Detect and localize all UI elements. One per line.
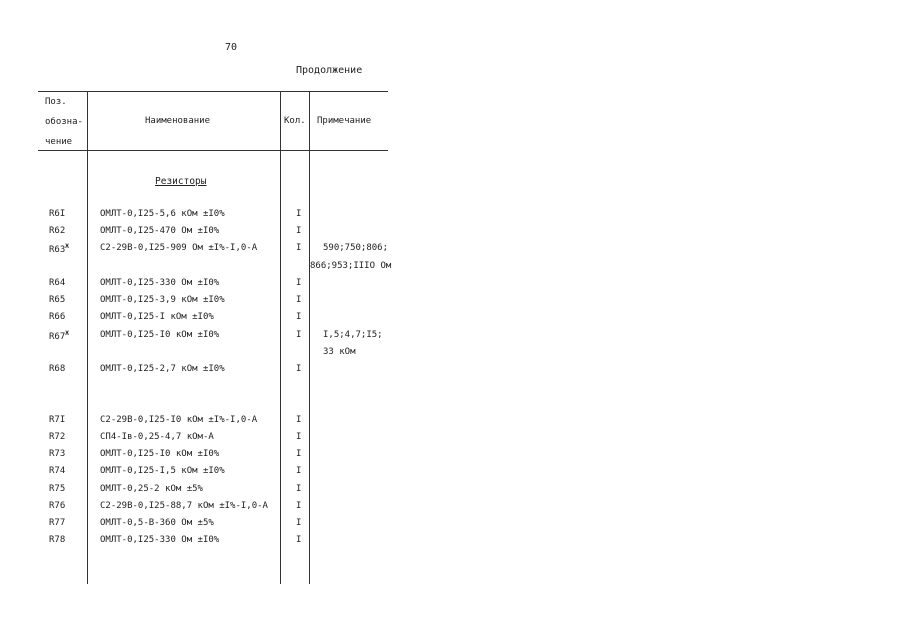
continuation-label: Продолжение (296, 65, 363, 76)
row-pos-mark: Ж (65, 330, 69, 337)
row-name: С2-29В-0,I25-909 Ом ±I%-I,0-А (100, 243, 258, 253)
row-qty: I (296, 209, 302, 219)
row-name: ОМЛТ-0,5-В-360 Ом ±5% (100, 518, 214, 528)
row-name: ОМЛТ-0,I25-2,7 кОм ±I0% (100, 364, 225, 374)
row-name: ОМЛТ-0,I25-330 Ом ±I0% (100, 278, 220, 288)
header-name: Наименование (145, 116, 211, 126)
row-name: ОМЛТ-0,I25-5,6 кОм ±I0% (100, 209, 225, 219)
row-qty: I (296, 484, 302, 494)
row-name: С2-29В-0,I25-I0 кОм ±I%-I,0-А (100, 415, 258, 425)
row-name: ОМЛТ-0,25-2 кОм ±5% (100, 484, 203, 494)
row-pos: R64 (49, 278, 66, 288)
row-pos: R7I (49, 415, 66, 425)
row-qty: I (296, 330, 302, 340)
row-name: ОМЛТ-0,I25-I кОм ±I0% (100, 312, 214, 322)
row-note-line-2: 33 кОм (323, 347, 356, 357)
header-pos-line-3: чение (45, 137, 73, 147)
header-pos-line-1: Поз. (45, 97, 67, 107)
row-qty: I (296, 226, 302, 236)
row-pos: R75 (49, 484, 66, 494)
column-divider-2 (280, 91, 281, 584)
row-name: ОМЛТ-0,I25-330 Ом ±I0% (100, 535, 220, 545)
row-note: I,5;4,7;I5; (323, 330, 383, 340)
page-number: 70 (225, 42, 238, 53)
header-pos-line-2: обозна- (45, 117, 83, 127)
row-qty: I (296, 535, 302, 545)
row-name: ОМЛТ-0,I25-I,5 кОм ±I0% (100, 466, 225, 476)
row-pos (49, 330, 69, 342)
row-pos: R65 (49, 295, 66, 305)
row-qty: I (296, 295, 302, 305)
header-pos (45, 92, 83, 152)
row-note-line-2: 866;953;IIIO Ом (310, 261, 392, 271)
row-pos: R74 (49, 466, 66, 476)
row-pos-text: R67 (49, 332, 66, 342)
row-note: 590;750;806; (323, 243, 389, 253)
row-name: ОМЛТ-0,I25-470 Ом ±I0% (100, 226, 220, 236)
row-pos: R6I (49, 209, 66, 219)
row-pos-text: R63 (49, 245, 66, 255)
row-qty: I (296, 364, 302, 374)
table-top-rule (38, 91, 388, 92)
row-pos: R76 (49, 501, 66, 511)
header-note: Примечание (317, 116, 372, 126)
row-pos-mark: Ж (65, 243, 69, 250)
row-pos: R72 (49, 432, 66, 442)
row-qty: I (296, 415, 302, 425)
row-qty: I (296, 449, 302, 459)
row-qty: I (296, 432, 302, 442)
section-title: Резисторы (155, 176, 207, 187)
row-qty: I (296, 466, 302, 476)
row-pos (49, 243, 69, 255)
row-name: ОМЛТ-0,I25-I0 кОм ±I0% (100, 449, 220, 459)
row-name: СП4-Iв-0,25-4,7 кОм-А (100, 432, 214, 442)
row-qty: I (296, 518, 302, 528)
header-qty: Кол. (284, 116, 306, 126)
row-pos: R73 (49, 449, 66, 459)
row-name: ОМЛТ-0,I25-3,9 кОм ±I0% (100, 295, 225, 305)
row-pos: R62 (49, 226, 66, 236)
row-pos: R77 (49, 518, 66, 528)
row-qty: I (296, 278, 302, 288)
column-divider-3 (309, 91, 310, 584)
row-qty: I (296, 501, 302, 511)
column-divider-1 (87, 91, 88, 584)
row-pos: R68 (49, 364, 66, 374)
row-name: С2-29В-0,I25-88,7 кОм ±I%-I,0-А (100, 501, 268, 511)
row-pos: R66 (49, 312, 66, 322)
row-name: ОМЛТ-0,I25-I0 кОм ±I0% (100, 330, 220, 340)
row-qty: I (296, 243, 302, 253)
row-qty: I (296, 312, 302, 322)
row-pos: R78 (49, 535, 66, 545)
header-bottom-rule (38, 150, 388, 151)
